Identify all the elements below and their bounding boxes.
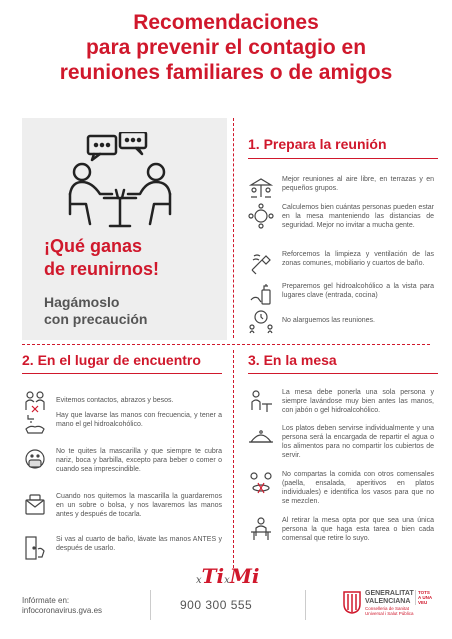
list-item bbox=[22, 447, 222, 474]
list-item bbox=[248, 203, 434, 230]
list-item-text: No compartas la comida con otros comensales (paella, ensalada, aperitivos en platos individuales) e identifica los vasos para que no se mezclen. bbox=[282, 471, 434, 505]
no-sharing-icon bbox=[248, 470, 274, 496]
divider-vertical-bottom bbox=[233, 350, 234, 568]
section-3-underline bbox=[248, 373, 438, 374]
list-item bbox=[22, 411, 222, 437]
list-item bbox=[248, 175, 434, 201]
list-item bbox=[248, 470, 434, 506]
list-item bbox=[248, 282, 434, 308]
section-1-underline bbox=[248, 158, 438, 159]
title-line-2: para prevenir el contagio en bbox=[85, 36, 367, 59]
generalitat-logo-icon bbox=[342, 590, 362, 614]
gov-sub-1: Conselleria de Sanitat bbox=[365, 606, 410, 611]
phone-number[interactable]: 900 300 555 bbox=[180, 598, 253, 612]
list-item-text: Cuando nos quitemos la mascarilla la guardaremos en un sobre o bolsa, y nos lavaremos las manos antes y después de tocarla. bbox=[56, 493, 222, 518]
meeting-people-icon bbox=[60, 132, 180, 232]
section-1-title: 1. Prepara la reunión bbox=[248, 136, 387, 152]
list-item-text: Si vas al cuarto de baño, lávate las manos ANTES y después de usarlo. bbox=[56, 536, 222, 552]
section-2-underline bbox=[22, 373, 222, 374]
tots-line-2: A UNA bbox=[418, 595, 433, 600]
tots-a-una-veu-logo bbox=[415, 590, 433, 605]
list-item-text: La mesa debe ponerla una sola persona y siempre lavándose muy bien antes las manos, con jabón o gel hidroalcohólico. bbox=[282, 389, 434, 414]
campaign-x1: x bbox=[196, 575, 202, 586]
clock-people-icon bbox=[248, 308, 274, 334]
section-3-title: 3. En la mesa bbox=[248, 352, 337, 368]
hero-slogan bbox=[44, 235, 159, 281]
info-url[interactable]: infocoronavirus.gva.es bbox=[22, 606, 103, 615]
list-item-text: No alarguemos las reuniones. bbox=[282, 317, 375, 324]
list-item-text: Hay que lavarse las manos con frecuencia, y tener a mano el gel hidroalcohólico. bbox=[56, 412, 222, 428]
bathroom-icon bbox=[22, 535, 48, 561]
hero-subtitle bbox=[44, 294, 147, 328]
title-line-1: Recomendaciones bbox=[133, 11, 319, 34]
serving-dish-icon bbox=[248, 424, 274, 450]
hero-panel bbox=[22, 118, 227, 340]
list-item bbox=[22, 535, 222, 561]
gov-line-1: GENERALITAT bbox=[365, 590, 414, 597]
list-item bbox=[248, 308, 434, 334]
distance-table-icon bbox=[248, 203, 274, 229]
list-item-text: Al retirar la mesa opta por que sea una única persona la que haga esta tarea o bien cada comensal que retire lo suyo. bbox=[282, 517, 434, 542]
footer-separator-right bbox=[305, 590, 306, 620]
hero-subtitle-line-1: Hagámoslo bbox=[44, 294, 120, 310]
info-block bbox=[22, 596, 102, 616]
tots-line-1: TOTS bbox=[418, 590, 430, 595]
hero-slogan-line-2: de reunirnos! bbox=[44, 259, 160, 279]
campaign-ti: Ti bbox=[201, 564, 225, 588]
hero-slogan-line-1: ¡Qué ganas bbox=[44, 236, 143, 256]
section-2-title: 2. En el lugar de encuentro bbox=[22, 352, 201, 368]
tots-line-3: VEU bbox=[418, 600, 428, 605]
campaign-logo bbox=[196, 564, 260, 588]
list-item-text: Evitemos contactos, abrazos y besos. bbox=[56, 397, 174, 404]
list-item bbox=[22, 492, 222, 519]
list-item-text: Los platos deben servirse individualmente y una persona será la encargada de repartir el agua o los alimentos para no compartir los cubiertos de servir. bbox=[282, 425, 434, 459]
list-item-text: Preparemos gel hidroalcohólico a la vista para lugares clave (entrada, cocina) bbox=[282, 283, 434, 299]
info-label: Infórmate en: bbox=[22, 596, 70, 605]
mask-envelope-icon bbox=[22, 492, 48, 518]
gov-sub-2: Universal i Salut Pública bbox=[365, 611, 414, 616]
list-item bbox=[248, 388, 434, 415]
list-item bbox=[248, 516, 434, 543]
hand-gel-icon bbox=[248, 282, 274, 308]
campaign-x2: x bbox=[224, 575, 230, 586]
gov-line-2: VALENCIANA bbox=[365, 598, 411, 605]
clear-table-icon bbox=[248, 516, 274, 542]
list-item bbox=[248, 250, 434, 276]
outdoor-terrace-icon bbox=[248, 175, 274, 201]
page-title bbox=[0, 10, 452, 85]
list-item-text: No te quites la mascarilla y que siempre te cubra nariz, boca y barbilla, excepto para beber o comer o cuando sea imprescindible. bbox=[56, 448, 222, 473]
divider-horizontal bbox=[22, 344, 430, 345]
list-item-text: Calculemos bien cuántas personas pueden estar en la mesa manteniendo las distancias de seguridad. Mejor no invitar a mucha gente. bbox=[282, 204, 434, 229]
mask-face-icon bbox=[22, 447, 48, 473]
divider-vertical-top bbox=[233, 118, 234, 338]
title-line-3: reuniones familiares o de amigos bbox=[59, 61, 393, 84]
hero-subtitle-line-2: con precaución bbox=[44, 311, 148, 327]
footer-separator-left bbox=[150, 590, 151, 620]
generalitat-text bbox=[365, 590, 414, 616]
table-server-icon bbox=[248, 388, 274, 414]
hand-wash-icon bbox=[22, 411, 48, 437]
cleaning-ventilation-icon bbox=[248, 250, 274, 276]
list-item bbox=[248, 424, 434, 460]
campaign-mi: Mi bbox=[229, 564, 260, 588]
list-item-text: Reforcemos la limpieza y ventilación de las zonas comunes, mobiliario y cuartos de baño. bbox=[282, 251, 434, 267]
list-item-text: Mejor reuniones al aire libre, en terrazas y en pequeños grupos. bbox=[282, 176, 434, 192]
